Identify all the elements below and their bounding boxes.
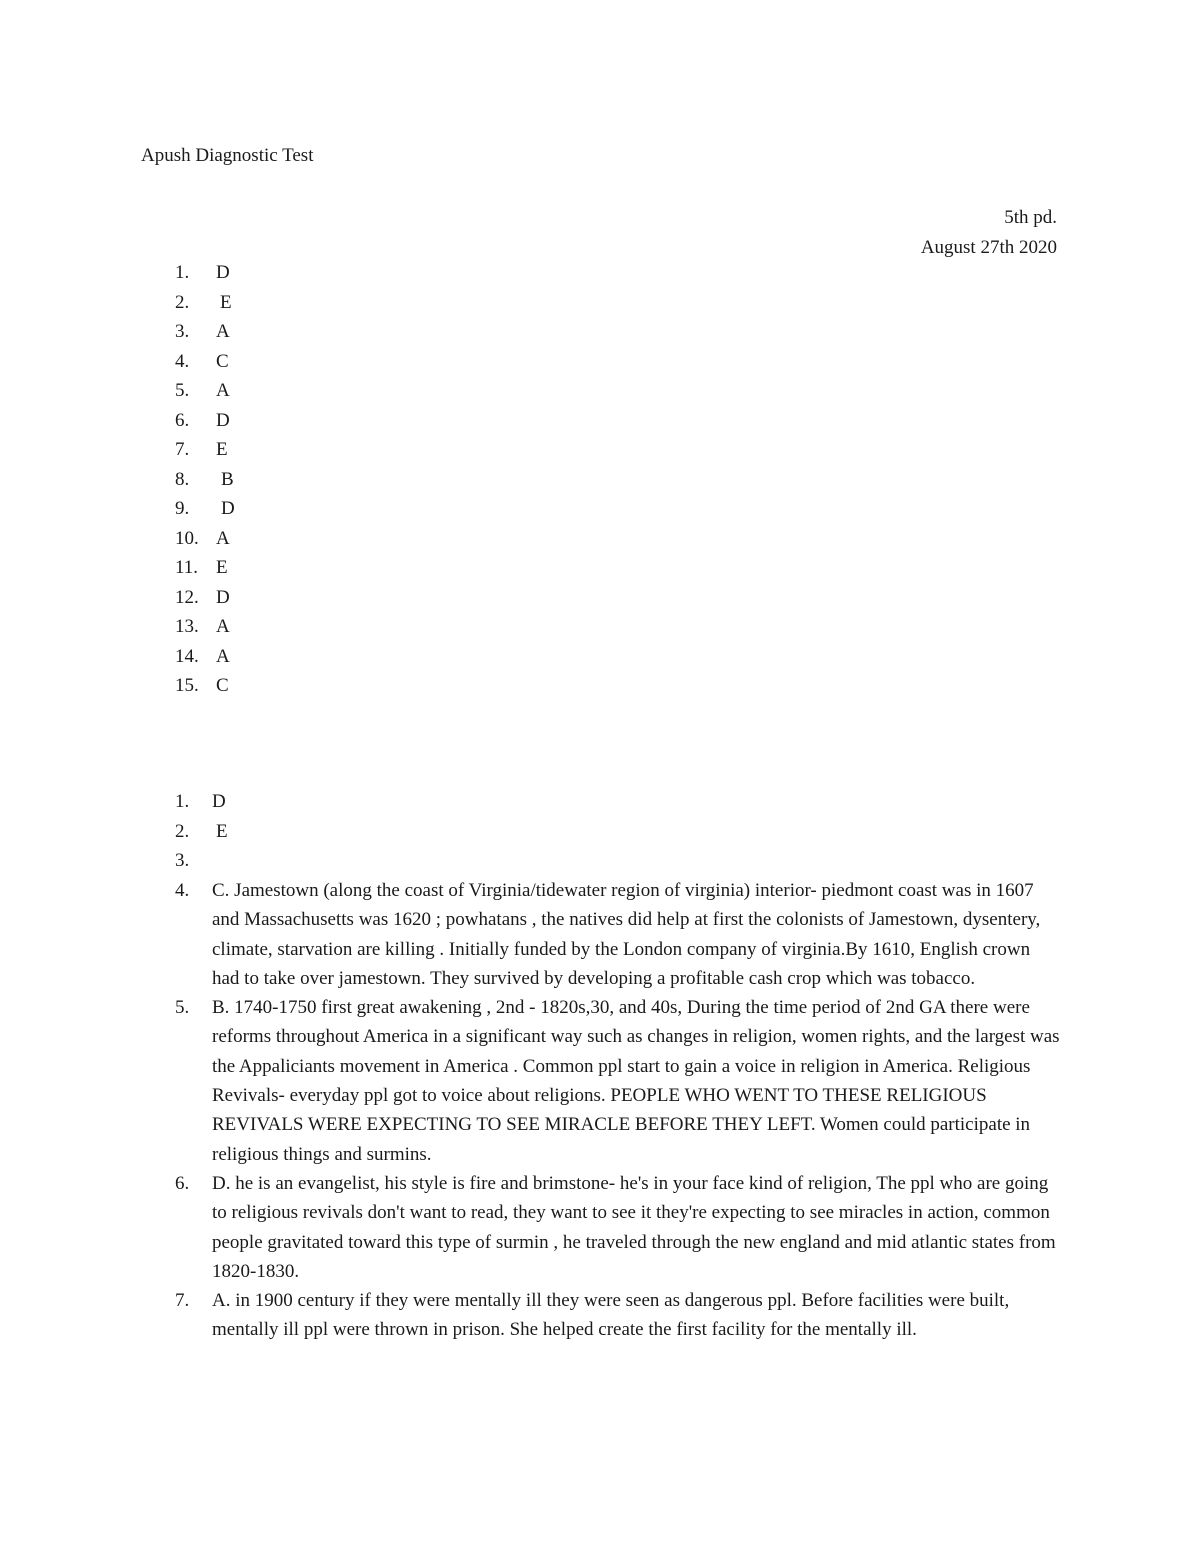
item-number: 2. [175, 291, 190, 313]
item-answer: A [216, 616, 230, 637]
item-number: 1. [175, 791, 190, 812]
item-note: C. Jamestown (along the coast of Virginia/tidewater region of virginia) interior- piedmont coast was in 1607 and Massachusetts was 1620 ; powhatans , the natives did help at first the colonists of Jamestown, dysentery, climate, starvation are killing . Initially funded by the London company of virginia.By 1610, English crown had to take over jamestown. They survived by developing a profitable cash crop which was tobacco. [212, 880, 1041, 989]
item-answer: D [216, 409, 230, 431]
item-answer: A [216, 380, 230, 401]
item-number: 12. [175, 586, 199, 608]
item-number: 2. [175, 820, 190, 842]
item-number: 4. [175, 350, 190, 372]
item-answer: E [216, 557, 228, 578]
list-item [0, 993, 1200, 1169]
item-answer: C [216, 675, 229, 696]
item-answer: D [212, 791, 226, 812]
item-number: 6. [175, 409, 190, 431]
list-item [0, 876, 1200, 993]
item-number: 13. [175, 616, 199, 637]
item-number: 7. [175, 1290, 190, 1312]
item-number: 7. [175, 439, 190, 460]
item-number: 11. [175, 557, 199, 578]
item-number: 9. [175, 498, 190, 519]
item-number: 10. [175, 527, 199, 549]
item-number: 6. [175, 1172, 190, 1194]
class-period: 5th pd. [1004, 207, 1057, 228]
item-note: D. he is an evangelist, his style is fire and brimstone- he's in your face kind of religion, The ppl who are going to religious revivals don't want to read, they want to see it they're expecting to see miracles in action, common people gravitated toward this type of surmin , he traveled through the new england and mid atlantic states from 1820-1830. [212, 1172, 1056, 1282]
item-number: 8. [175, 468, 190, 490]
item-answer: D [216, 262, 230, 283]
item-answer: D [221, 498, 235, 519]
item-number: 5. [175, 997, 190, 1019]
item-answer: C [216, 350, 229, 372]
answer-notes-list [0, 876, 1200, 1345]
item-number: 4. [175, 880, 190, 901]
item-answer: E [216, 820, 228, 842]
item-note: A. in 1900 century if they were mentally ill they were seen as dangerous ppl. Before facilities were built, mentally ill ppl were thrown in prison. She helped create the first facility for the mentally ill. [212, 1290, 1010, 1341]
item-note: B. 1740-1750 first great awakening , 2nd - 1820s,30, and 40s, During the time period of 2nd GA there were reforms throughout America in a significant way such as changes in religion, women rights, and the largest was the Appaliciants movement in America . Common ppl start to gain a voice in religion in America. Religious Revivals- everyday ppl got to voice about religions. PEOPLE WHO WENT TO THESE RELIGIOUS REVIVALS WERE EXPECTING TO SEE MIRACLE BEFORE THEY LEFT. Women could participate in religious things and surmins. [212, 997, 1060, 1165]
item-number: 14. [175, 645, 199, 667]
document-date: August 27th 2020 [920, 236, 1057, 258]
list-item [0, 1286, 1200, 1345]
item-number: 3. [175, 321, 190, 342]
item-answer: B [221, 468, 234, 490]
item-answer: E [220, 291, 232, 313]
item-number: 1. [175, 262, 190, 283]
item-number: 5. [175, 380, 190, 401]
document-title: Apush Diagnostic Test [141, 145, 314, 166]
item-number: 3. [175, 850, 190, 871]
item-answer: A [216, 321, 230, 342]
item-answer: E [216, 439, 228, 460]
item-answer: D [216, 586, 230, 608]
item-answer: A [216, 527, 230, 549]
document-header-meta [921, 203, 1057, 262]
list-item [0, 1169, 1200, 1286]
item-answer: A [216, 645, 230, 667]
item-number: 15. [175, 675, 199, 696]
